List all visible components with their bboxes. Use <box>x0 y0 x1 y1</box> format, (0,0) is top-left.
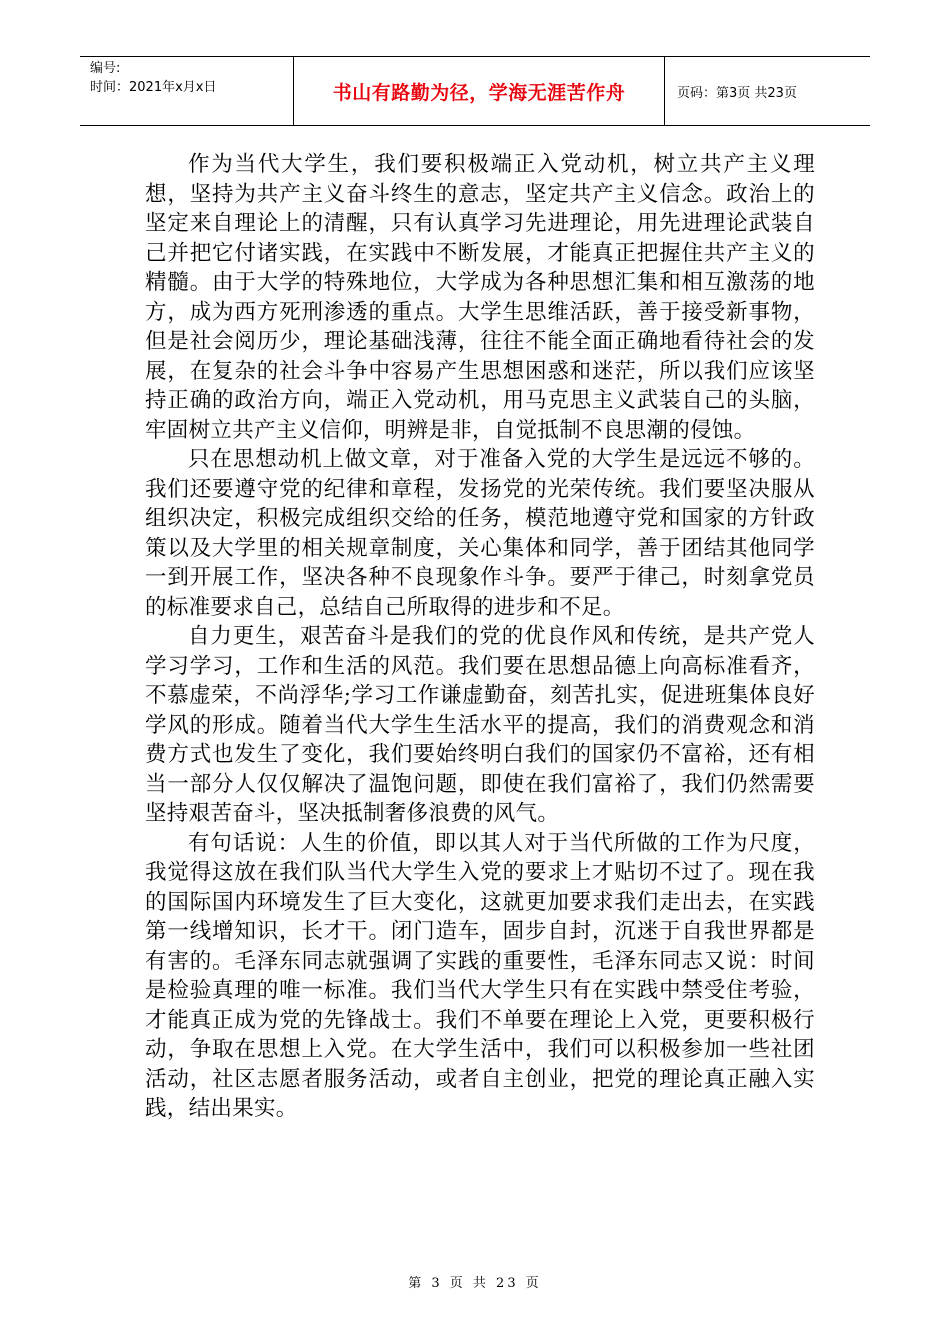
paragraph-4: 有句话说：人生的价值，即以其人对于当代所做的工作为尺度，我觉得这放在我们队当代大学生入党的要求上才贴切不过了。现在我的国际国内环境发生了巨大变化，这就更加要求我们走出去，在实践第一线增知识，长才干。闭门造车，固步自封，沉迷于自我世界都是有害的。毛泽东同志就强调了实践的重要性，毛泽东同志又说：时间是检验真理的唯一标准。我们当代大学生只有在实践中禁受住考验，才能真正成为党的先锋战士。我们不单要在理论上入党，更要积极行动，争取在思想上入党。在大学生活中，我们可以积极参加一些社团活动，社区志愿者服务活动，或者自主创业，把党的理论真正融入实践，结出果实。 <box>145 830 815 1121</box>
document-number-label: 编号: <box>90 61 121 76</box>
paragraph-1: 作为当代大学生，我们要积极端正入党动机，树立共产主义理想，坚持为共产主义奋斗终生的意志，坚定共产主义信念。政治上的坚定来自理论上的清醒，只有认真学习先进理论，用先进理论武装自己并把它付诸实践，在实践中不断发展，才能真正把握住共产主义的精髓。由于大学的特殊地位，大学成为各种思想汇集和相互激荡的地方，成为西方死刑渗透的重点。大学生思维活跃，善于接受新事物，但是社会阅历少，理论基础浅薄，往往不能全面正确地看待社会的发展，在复杂的社会斗争中容易产生思想困惑和迷茫，所以我们应该坚持正确的政治方向，端正入党动机，用马克思主义武装自己的头脑，牢固树立共产主义信仰，明辨是非，自觉抵制不良思潮的侵蚀。 <box>145 152 815 443</box>
page-header <box>80 56 870 126</box>
paragraph-2: 只在思想动机上做文章，对于准备入党的大学生是远远不够的。我们还要遵守党的纪律和章程，发扬党的光荣传统。我们要坚决服从组织决定，积极完成组织交给的任务，模范地遵守党和国家的方针政策以及大学里的相关规章制度，关心集体和同学，善于团结其他同学一到开展工作，坚决各种不良现象作斗争。要严于律己，时刻拿党员的标准要求自己，总结自己所取得的进步和不足。 <box>145 447 815 620</box>
paragraph-3: 自力更生，艰苦奋斗是我们的党的优良作风和传统，是共产党人学习学习，工作和生活的风范。我们要在思想品德上向高标准看齐，不慕虚荣，不尚浮华;学习工作谦虚勤奋，刻苦扎实，促进班集体良好学风的形成。随着当代大学生生活水平的提高，我们的消费观念和消费方式也发生了变化，我们要始终明白我们的国家仍不富裕，还有相当一部分人仅仅解决了温饱问题，即使在我们富裕了，我们仍然需要坚持艰苦奋斗，坚决抵制奢侈浪费的风气。 <box>145 624 815 826</box>
header-page-info: 页码：第3页 共23页 <box>677 85 797 101</box>
document-time-label: 时间：2021年x月x日 <box>90 80 217 95</box>
document-body <box>145 150 815 1124</box>
header-meta <box>80 57 294 125</box>
header-motto: 书山有路勤为径，学海无涯苦作舟 <box>294 57 665 125</box>
page-footer: 第 3 页 共 23 页 <box>408 1276 542 1291</box>
